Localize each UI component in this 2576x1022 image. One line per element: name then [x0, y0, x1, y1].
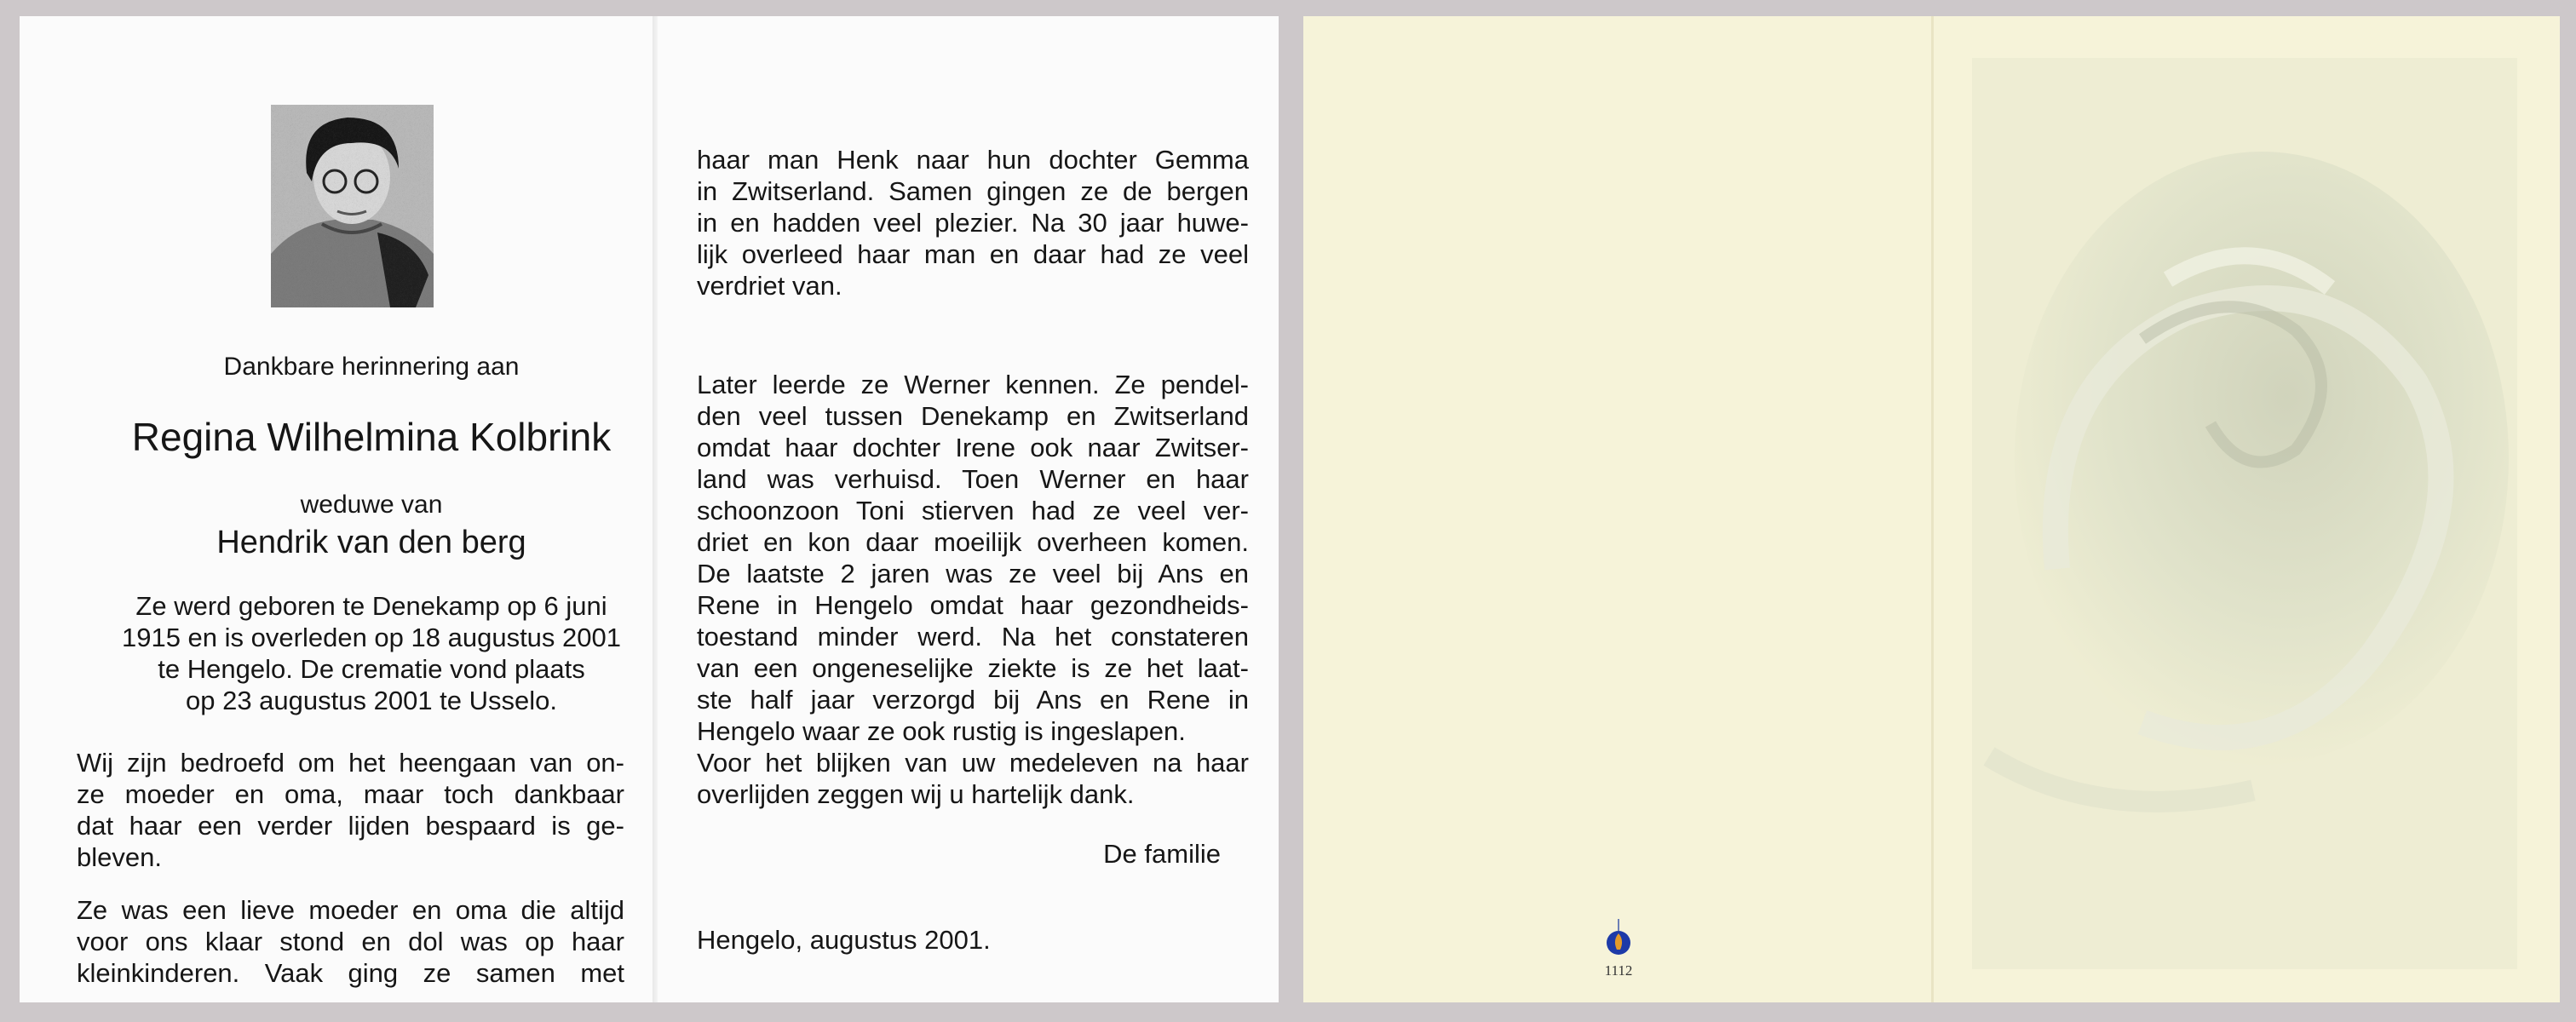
text-line: bleven.: [77, 842, 162, 872]
intro-text: Dankbare herinnering aan: [223, 353, 520, 381]
text-line: in en hadden veel plezier. Na 30 jaar huwe-: [697, 208, 1249, 238]
text-line: voor ons klaar stond en dol was op haar: [77, 927, 624, 956]
text-line: Wij zijn bedroefd om het heengaan van on-: [77, 748, 624, 778]
text-line: kleinkinderen. Vaak ging ze samen met: [77, 958, 624, 988]
text-line: den veel tussen Denekamp en Zwitserland: [697, 401, 1249, 431]
text-line: schoonzoon Toni stierven had ze veel ver-: [697, 496, 1249, 525]
deceased-name: Regina Wilhelmina Kolbrink: [131, 415, 612, 459]
remembrance-paragraph: [77, 894, 624, 989]
text-line: haar man Henk naar hun dochter Gemma: [697, 145, 1249, 175]
thanks-paragraph: [697, 747, 1249, 810]
text-line: ste half jaar verzorgd bij Ans en Rene in: [697, 685, 1249, 715]
text-line: Later leerde ze Werner kennen. Ze pendel-: [697, 370, 1249, 399]
later-life-paragraph: [697, 369, 1249, 747]
birth-paragraph: [79, 590, 664, 716]
text-line: overlijden zeggen wij u hartelijk dank.: [697, 779, 1135, 809]
portrait-photo: [271, 105, 434, 307]
text-line: op 23 augustus 2001 te Usselo.: [185, 686, 558, 715]
text-line: land was verhuisd. Toen Werner en haar: [697, 464, 1249, 494]
text-line: Ze werd geboren te Denekamp op 6 juni: [135, 591, 607, 621]
card-fold: [653, 16, 658, 1002]
text-line: De laatste 2 jaren was ze veel bij Ans en: [697, 559, 1249, 589]
text-line: lijk overleed haar man en daar had ze veel: [697, 239, 1249, 269]
text-line: toestand minder werd. Na het constateren: [697, 622, 1249, 652]
text-line: dat haar een verder lijden bespaard is ge-: [77, 811, 624, 841]
text-line: in Zwitserland. Samen gingen ze de bergen: [697, 176, 1249, 206]
print-number: 1112: [1604, 962, 1633, 979]
text-line: Rene in Hengelo omdat haar gezondheids-: [697, 590, 1249, 620]
memorial-card-inside: [20, 16, 1279, 1002]
text-line: te Hengelo. De crematie vond plaats: [158, 654, 585, 684]
spouse-name: Hendrik van den berg: [216, 525, 526, 560]
text-line: van een ongeneselijke ziekte is ze het laat-: [697, 653, 1249, 683]
text-line: Hengelo waar ze ook rustig is ingeslapen.: [697, 716, 1186, 746]
life-paragraph: [697, 144, 1249, 301]
text-line: Ze was een lieve moeder en oma die altijd: [77, 895, 624, 925]
text-line: driet en kon daar moeilijk overheen komen.: [697, 527, 1249, 557]
place-date: Hengelo, augustus 2001.: [697, 925, 991, 955]
card-fold: [1931, 16, 1934, 1002]
text-line: omdat haar dochter Irene ook naar Zwitser-: [697, 433, 1249, 462]
publisher-mark: [1593, 919, 1644, 979]
publisher-logo-icon: [1601, 919, 1636, 958]
rose-illustration: [1972, 58, 2517, 969]
text-line: 1915 en is overleden op 18 augustus 2001: [121, 623, 622, 652]
memorial-card-outside: [1303, 16, 2560, 1002]
text-line: ze moeder en oma, maar toch dankbaar: [77, 779, 624, 809]
widow-of-text: weduwe van: [300, 491, 443, 519]
text-line: verdriet van.: [697, 271, 842, 301]
text-line: Voor het blijken van uw medeleven na haar: [697, 748, 1249, 778]
grief-paragraph: [77, 747, 624, 873]
signature: De familie: [1103, 839, 1221, 869]
